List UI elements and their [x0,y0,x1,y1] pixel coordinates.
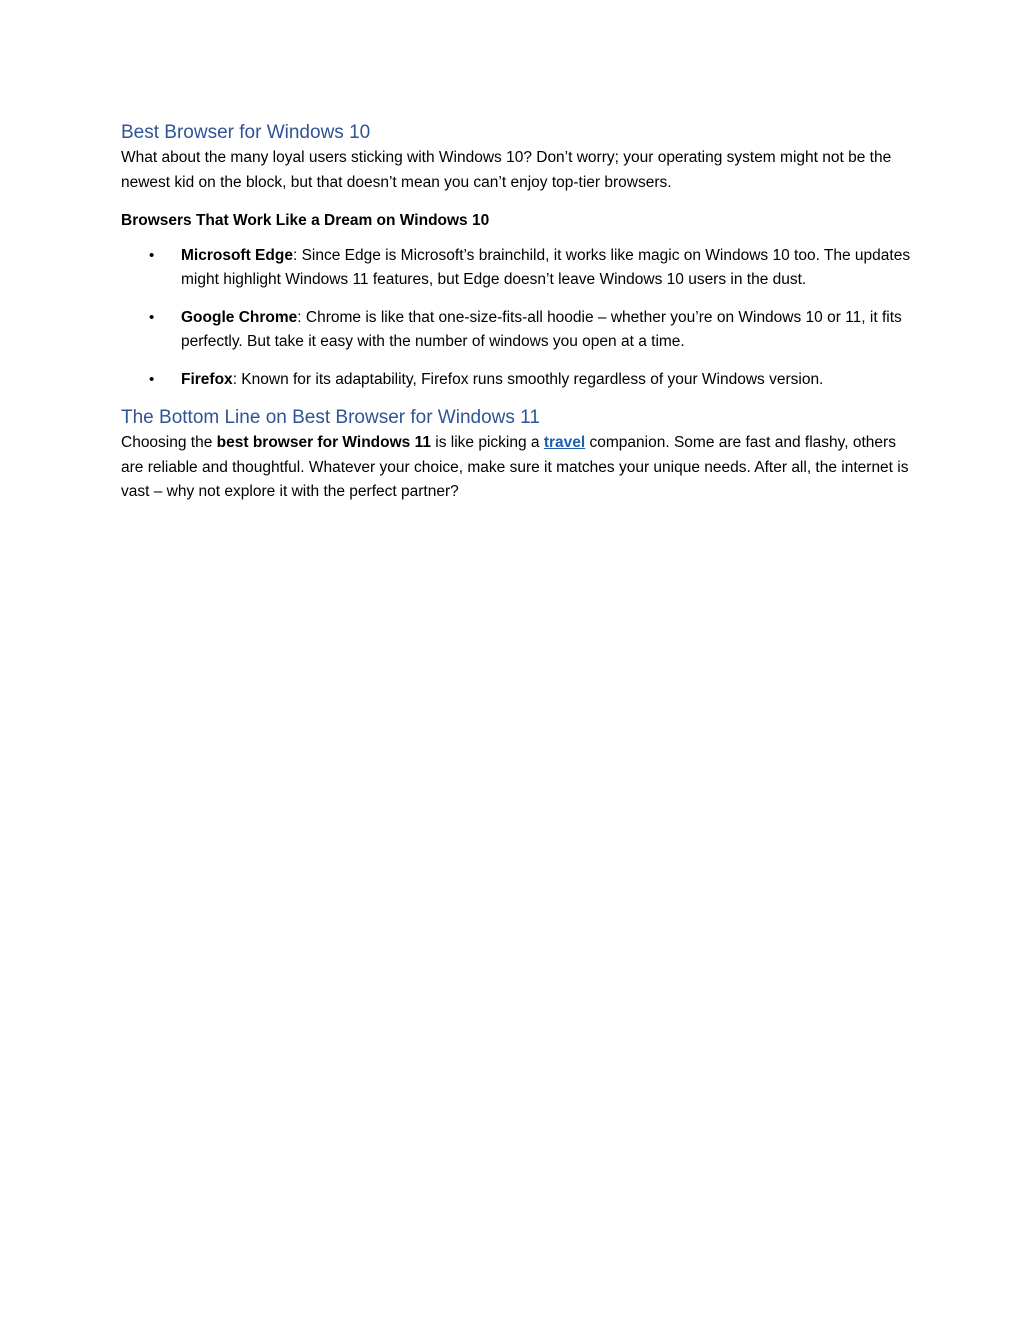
conclusion-text-2: is like picking a [430,434,544,451]
bullet-icon: • [149,308,155,326]
browsers-subheading: Browsers That Work Like a Dream on Windows 10 [121,212,490,229]
section-heading-windows-10: Best Browser for Windows 10 [121,122,371,143]
browser-name: Firefox [181,370,233,388]
bullet-icon: • [149,370,155,388]
conclusion-bold-keyword: best browser for Windows 11 [216,434,431,451]
browser-description: : Chrome is like that one-size-fits-all hoodie – whether you’re on Windows 10 or 11, it fits perfectly. But take it easy with the number of windows you open at a time. [181,308,902,350]
browser-list [121,244,911,393]
browser-name: Google Chrome [181,308,298,326]
conclusion-text-1: Choosing the [121,434,217,451]
bullet-icon: • [149,246,155,264]
intro-paragraph: What about the many loyal users sticking with Windows 10? Don’t worry; your operating system might not be the newest kid on the block, but that doesn’t mean you can’t enjoy top-tier browsers. [121,149,892,191]
list-item [121,368,911,393]
browser-name: Microsoft Edge [181,246,293,264]
conclusion-paragraph [121,431,911,505]
browser-description: : Since Edge is Microsoft’s brainchild, it works like magic on Windows 10 too. The updates might highlight Windows 11 features, but Edge doesn’t leave Windows 10 users in the dust. [181,246,911,288]
document-page [121,120,911,505]
list-item [121,244,911,293]
travel-link[interactable]: travel [543,434,586,451]
conclusion-text-3: companion. Some are fast and flashy, others are reliable and thoughtful. Whatever your choice, make sure it matches your unique needs. After all, the internet is vast – why not explore it with the perfect partner? [121,434,909,500]
browser-description: : Known for its adaptability, Firefox runs smoothly regardless of your Windows version. [232,370,824,388]
section-heading-bottom-line: The Bottom Line on Best Browser for Windows 11 [121,407,540,428]
list-item [121,306,911,355]
